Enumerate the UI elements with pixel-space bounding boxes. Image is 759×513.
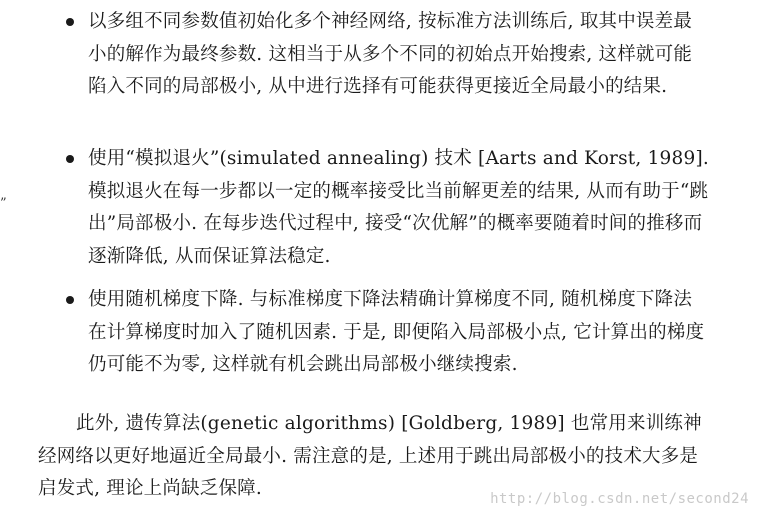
bullet-dot-icon xyxy=(66,296,74,304)
bullet-dot-icon xyxy=(66,18,74,26)
bullet-text: 使用随机梯度下降. 与标准梯度下降法精确计算梯度不同, 随机梯度下降法在计算梯度时加入了随机因素. 于是, 即便陷入局部极小点, 它计算出的梯度仍可能不为零, 这样就有机会跳出局部极小继续搜索. xyxy=(88,289,705,375)
bullet-dot-icon xyxy=(66,155,74,163)
bullet-item-multi-init xyxy=(60,6,710,104)
watermark-url: http://blog.csdn.net/second24 xyxy=(490,491,749,507)
bullet-text: 以多组不同参数值初始化多个神经网络, 按标准方法训练后, 取其中误差最小的解作为最终参数. 这相当于从多个不同的初始点开始搜索, 这样就可能陷入不同的局部极小, 从中进行选择有可能获得更接近全局最小的结果. xyxy=(88,11,693,97)
bullet-item-simulated-annealing xyxy=(60,143,710,273)
margin-quote-mark: ” xyxy=(0,196,7,211)
genetic-algorithms-paragraph: 此外, 遗传算法(genetic algorithms) [Goldberg, 1989] 也常用来训练神经网络以更好地逼近全局最小. 需注意的是, 上述用于跳出局部极小的技术大多是启发式, 理论上尚缺乏保障. xyxy=(38,413,702,499)
bullet-text: 使用“模拟退火”(simulated annealing) 技术 [Aarts and Korst, 1989]. 模拟退火在每一步都以一定的概率接受比当前解更差的结果, 从而有助于“跳出”局部极小. 在每步迭代过程中, 接受“次优解”的概率要随着时间的推移而逐渐降低, 从而保证算法稳定. xyxy=(88,148,709,267)
bullet-item-sgd xyxy=(60,284,710,382)
